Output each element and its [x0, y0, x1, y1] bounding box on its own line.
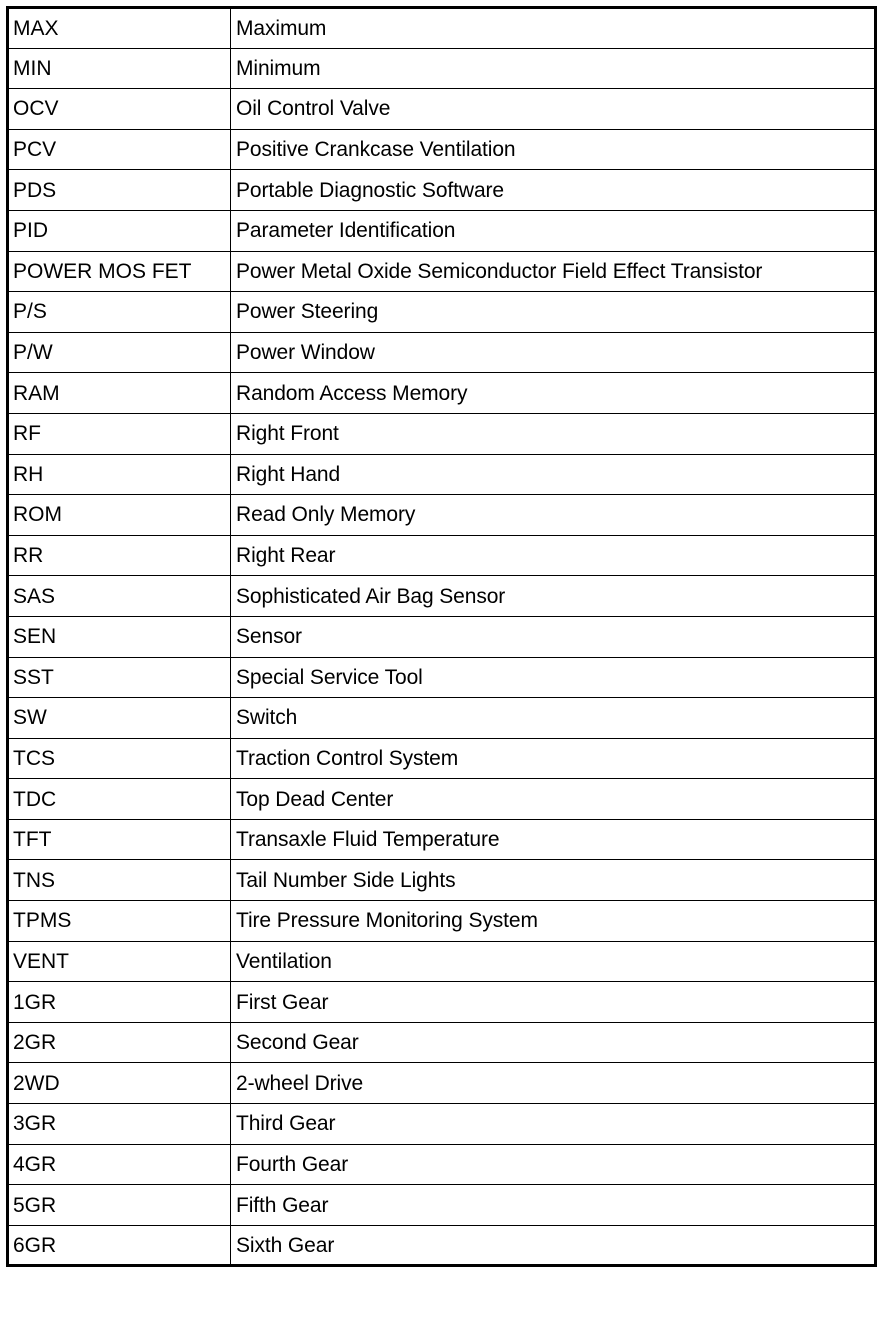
table-row	[8, 1144, 876, 1185]
meaning-cell: Random Access Memory	[231, 373, 876, 414]
meaning-cell: Oil Control Valve	[231, 89, 876, 130]
meaning-cell: Power Metal Oxide Semiconductor Field Effect Transistor	[231, 251, 876, 292]
meaning-cell: Top Dead Center	[231, 779, 876, 820]
table-row	[8, 89, 876, 130]
abbreviation-cell: PCV	[8, 129, 231, 170]
abbreviation-cell: RH	[8, 454, 231, 495]
table-row	[8, 129, 876, 170]
table-row	[8, 576, 876, 617]
meaning-cell: Sensor	[231, 616, 876, 657]
meaning-cell: Ventilation	[231, 941, 876, 982]
table-row	[8, 1022, 876, 1063]
abbreviation-cell: P/W	[8, 332, 231, 373]
abbreviation-cell: RAM	[8, 373, 231, 414]
abbreviation-cell: TPMS	[8, 901, 231, 942]
abbreviation-cell: 4GR	[8, 1144, 231, 1185]
abbreviation-cell: TFT	[8, 819, 231, 860]
table-row	[8, 210, 876, 251]
abbreviation-cell: TCS	[8, 738, 231, 779]
abbreviation-cell: SEN	[8, 616, 231, 657]
abbreviation-cell: TDC	[8, 779, 231, 820]
abbreviation-cell: 3GR	[8, 1104, 231, 1145]
table-row	[8, 251, 876, 292]
table-row	[8, 413, 876, 454]
meaning-cell: Tail Number Side Lights	[231, 860, 876, 901]
meaning-cell: Fourth Gear	[231, 1144, 876, 1185]
meaning-cell: Sophisticated Air Bag Sensor	[231, 576, 876, 617]
table-row	[8, 901, 876, 942]
meaning-cell: Third Gear	[231, 1104, 876, 1145]
meaning-cell: Portable Diagnostic Software	[231, 170, 876, 211]
meaning-cell: Special Service Tool	[231, 657, 876, 698]
meaning-cell: Right Front	[231, 413, 876, 454]
meaning-cell: Tire Pressure Monitoring System	[231, 901, 876, 942]
abbreviation-cell: 1GR	[8, 982, 231, 1023]
meaning-cell: 2-wheel Drive	[231, 1063, 876, 1104]
table-row	[8, 454, 876, 495]
table-row	[8, 373, 876, 414]
meaning-cell: Minimum	[231, 48, 876, 89]
abbreviation-cell: SW	[8, 698, 231, 739]
abbreviation-cell: 2WD	[8, 1063, 231, 1104]
table-row	[8, 495, 876, 536]
abbreviation-cell: 5GR	[8, 1185, 231, 1226]
abbreviation-cell: VENT	[8, 941, 231, 982]
table-row	[8, 48, 876, 89]
abbreviation-cell: SST	[8, 657, 231, 698]
meaning-cell: Sixth Gear	[231, 1225, 876, 1266]
table-row	[8, 657, 876, 698]
table-row	[8, 332, 876, 373]
meaning-cell: Positive Crankcase Ventilation	[231, 129, 876, 170]
abbreviation-cell: MAX	[8, 8, 231, 49]
abbreviation-cell: ROM	[8, 495, 231, 536]
abbreviation-cell: MIN	[8, 48, 231, 89]
table-row	[8, 698, 876, 739]
meaning-cell: Power Steering	[231, 292, 876, 333]
table-row	[8, 1185, 876, 1226]
table-row	[8, 535, 876, 576]
table-row	[8, 779, 876, 820]
table-row	[8, 1063, 876, 1104]
abbreviation-cell: PDS	[8, 170, 231, 211]
meaning-cell: Right Hand	[231, 454, 876, 495]
meaning-cell: Fifth Gear	[231, 1185, 876, 1226]
abbreviation-cell: TNS	[8, 860, 231, 901]
meaning-cell: Maximum	[231, 8, 876, 49]
abbreviation-table	[6, 6, 877, 1267]
meaning-cell: Transaxle Fluid Temperature	[231, 819, 876, 860]
abbreviation-cell: RR	[8, 535, 231, 576]
abbreviation-table-body	[8, 8, 876, 1266]
abbreviation-cell: SAS	[8, 576, 231, 617]
abbreviation-cell: RF	[8, 413, 231, 454]
table-row	[8, 292, 876, 333]
abbreviation-cell: POWER MOS FET	[8, 251, 231, 292]
meaning-cell: Second Gear	[231, 1022, 876, 1063]
abbreviation-cell: P/S	[8, 292, 231, 333]
table-row	[8, 738, 876, 779]
table-row	[8, 1104, 876, 1145]
table-row	[8, 982, 876, 1023]
meaning-cell: Read Only Memory	[231, 495, 876, 536]
abbreviation-cell: 2GR	[8, 1022, 231, 1063]
meaning-cell: Power Window	[231, 332, 876, 373]
table-row	[8, 616, 876, 657]
meaning-cell: Right Rear	[231, 535, 876, 576]
meaning-cell: Traction Control System	[231, 738, 876, 779]
meaning-cell: Switch	[231, 698, 876, 739]
meaning-cell: Parameter Identification	[231, 210, 876, 251]
table-row	[8, 819, 876, 860]
table-row	[8, 8, 876, 49]
table-row	[8, 860, 876, 901]
table-row	[8, 170, 876, 211]
meaning-cell: First Gear	[231, 982, 876, 1023]
abbreviation-cell: PID	[8, 210, 231, 251]
table-row	[8, 941, 876, 982]
abbreviation-cell: 6GR	[8, 1225, 231, 1266]
abbreviation-cell: OCV	[8, 89, 231, 130]
table-row	[8, 1225, 876, 1266]
